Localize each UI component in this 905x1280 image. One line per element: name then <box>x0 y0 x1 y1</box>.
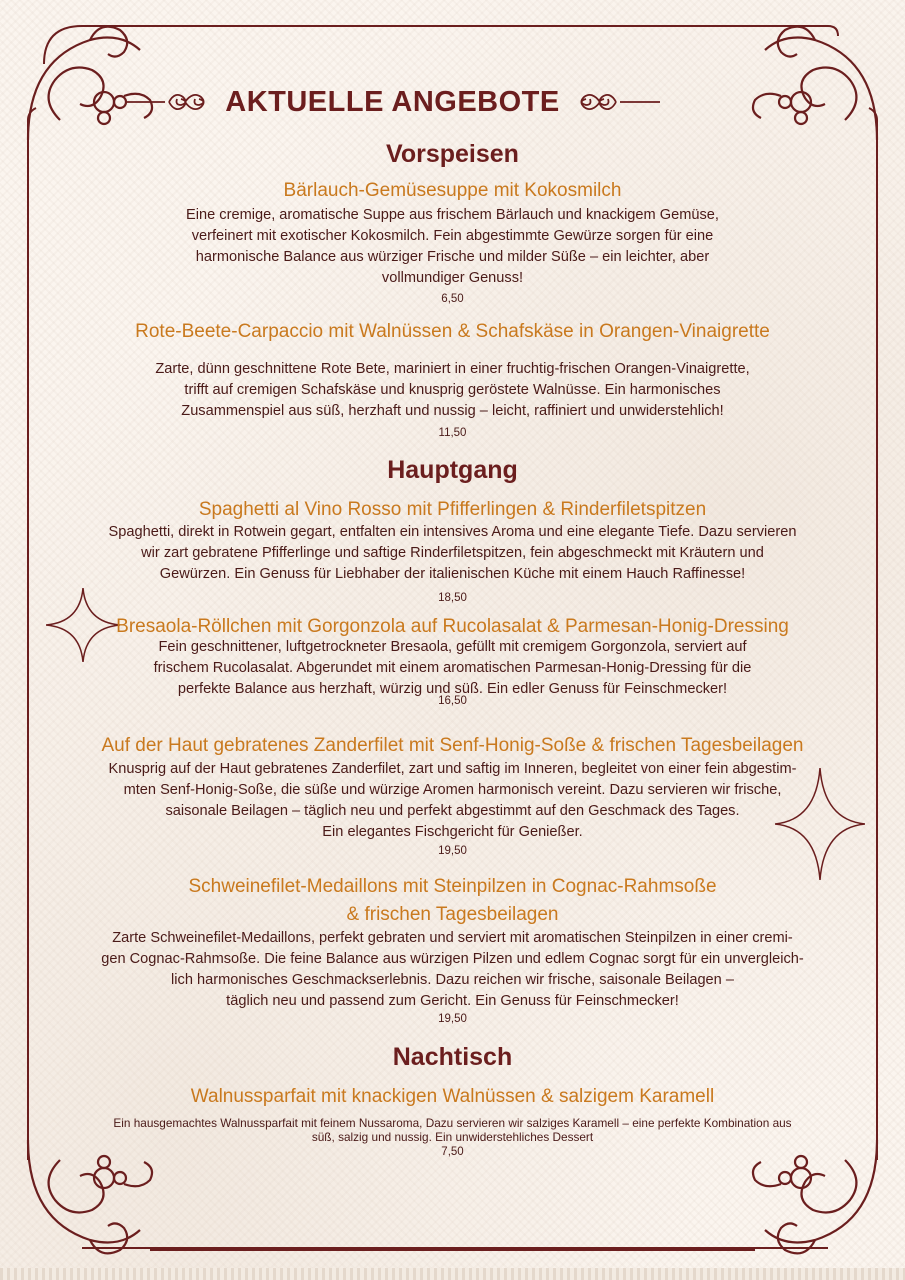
dish-name: Auf der Haut gebratenes Zanderfilet mit Senf-Honig-Soße & frischen Tagesbeilagen <box>101 735 804 756</box>
section-title-nachtisch: Nachtisch <box>392 1043 513 1071</box>
title-row <box>120 80 665 124</box>
dish-name: Schweinefilet-Medaillons mit Steinpilzen in Cognac-Rahmsoße & frischen Tagesbeilagen <box>188 876 717 925</box>
dish-price: 18,50 <box>438 592 467 604</box>
dish-name: Walnussparfait mit knackigen Walnüssen & salzigem Karamell <box>190 1086 715 1107</box>
dish-description: Fein geschnittener, luftgetrockneter Bresaola, gefüllt mit cremigem Gorgonzola, serviert auf frischem Rucolasalat. Abgerundet mit einem aromatischen Parmesan-Honig-Dressing für die perfekte Balance aus herzhaft, würzig und süß. Ein edler Genuss für Feinschmecker! <box>153 639 752 697</box>
dish-description: Eine cremige, aromatische Suppe aus frischem Bärlauch und knackigem Gemüse, verfeinert mit exotischer Kokosmilch. Fein abgestimmte Gewürze sorgen für eine harmonische Balance aus würziger Frische und milder Süße – ein leichter, aber vollmundiger Genuss! <box>186 207 719 286</box>
page-title: AKTUELLE ANGEBOTE <box>225 85 560 118</box>
dish-name: Spaghetti al Vino Rosso mit Pfifferlingen & Rinderfiletspitzen <box>198 499 707 520</box>
corner-ornament-top-right <box>753 27 877 140</box>
dish-price: 16,50 <box>438 695 467 707</box>
dish-price: 19,50 <box>438 1013 467 1025</box>
dish-description: Zarte, dünn geschnittene Rote Bete, mariniert in einer fruchtig-frischen Orangen-Vinaigrette, trifft auf cremigen Schafskäse und knusprig geröstete Walnüsse. Ein harmonisches Zusammenspiel aus süß, herzhaft und nussig – leicht, raffiniert und unwiderstehlich! <box>155 361 750 419</box>
dish-price: 6,50 <box>441 293 464 305</box>
dish-description: Knusprig auf der Haut gebratenes Zanderfilet, zart und saftig im Inneren, begleitet von einer fein abgestim- mten Senf-Honig-Soße, die süße und würzige Aromen harmonisch vereint. Dazu servieren wir frische, saisonale Beilagen – täglich neu und perfekt abgestimmt auf den Geschmack des Tages. Ein elegantes Fischgericht für Genießer. <box>108 761 797 840</box>
section-title-hauptgang: Hauptgang <box>387 456 518 484</box>
section-title-vorspeisen: Vorspeisen <box>386 140 519 168</box>
dish-description: Ein hausgemachtes Walnussparfait mit feinem Nussaroma, Dazu servieren wir salziges Karamell – eine perfekte Kombination aus süß, salzig und nussig. Ein unwiderstehliches Dessert <box>113 1116 792 1144</box>
dish-description: Zarte Schweinefilet-Medaillons, perfekt gebraten und serviert mit aromatischen Steinpilzen in einer cremi- gen Cognac-Rahmsoße. Die feine Balance aus würzigen Pilzen und edlem Cognac sorgt für ein unvergleich- lich harmonisches Geschmackserlebnis. Dazu reichen wir frische, saisonale Beilagen – täglich neu und passend zum Gericht. Ein Genuss für Feinschmecker! <box>101 930 804 1009</box>
dish-name: Rote-Beete-Carpaccio mit Walnüssen & Schafskäse in Orangen-Vinaigrette <box>135 321 770 342</box>
dish-price: 19,50 <box>438 845 467 857</box>
dish-price: 11,50 <box>438 427 467 439</box>
dish-name: Bresaola-Röllchen mit Gorgonzola auf Rucolasalat & Parmesan-Honig-Dressing <box>116 616 789 637</box>
dish-description: Spaghetti, direkt in Rotwein gegart, entfalten ein intensives Aroma und eine elegante Tiefe. Dazu servieren wir zart gebratene Pfifferlinge und saftige Rinderfiletspitzen, fein abgeschmeckt mit Kräutern und Gewürzen. Ein Genuss für Liebhaber der italienischen Küche mit einem Hauch Raffinesse! <box>108 524 797 582</box>
flourish-left-icon <box>125 87 215 117</box>
dish-price: 7,50 <box>441 1146 464 1158</box>
flourish-right-icon <box>570 87 660 117</box>
woven-strip <box>0 1268 905 1280</box>
dish-name: Bärlauch-Gemüsesuppe mit Kokosmilch <box>283 180 622 201</box>
